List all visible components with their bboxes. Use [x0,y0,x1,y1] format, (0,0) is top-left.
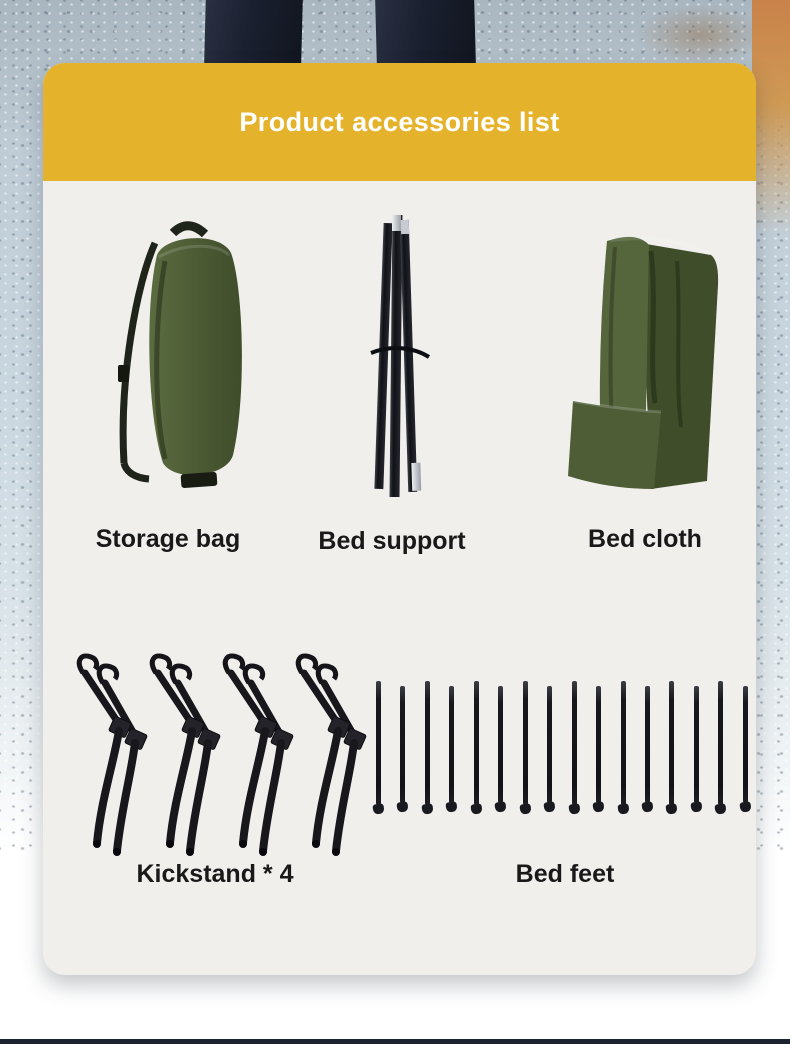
bed-feet-illustration [376,681,748,815]
bed-cloth-illustration [555,225,740,507]
bed-foot-pole [498,686,503,803]
bed-foot-pole [376,681,381,805]
bed-foot-pole [621,681,626,805]
bed-foot-pole [425,681,430,805]
kickstand-group [79,656,366,856]
pole-silver-tip-top-2 [401,220,409,234]
bed-foot-pole [743,686,748,803]
kickstand-label: Kickstand * 4 [136,860,294,888]
cloth-strap-1 [651,251,655,403]
strap-tail [124,463,149,479]
pole-2 [390,215,403,497]
bed-foot-pole [694,686,699,803]
bed-support-poles-illustration [351,211,451,503]
storage-bag-label: Storage bag [95,525,241,553]
kickstand-unit [298,656,366,856]
bottom-edge-bar [0,1039,790,1044]
sunlit-sand-edge [752,0,790,235]
pole-1 [374,223,392,489]
kickstand-unit [225,656,293,856]
bed-foot-pole [400,686,405,803]
bed-foot-pole [645,686,650,803]
accessories-card [43,63,756,975]
cloth-front-flap [568,401,661,489]
person-left-leg [204,0,303,71]
bed-foot-pole [547,686,552,803]
pole-silver-tip-bottom [411,463,421,491]
pole-3 [400,220,418,492]
kickstand-unit [79,656,147,856]
person-right-leg [375,0,476,71]
kickstand-unit [152,656,220,856]
page-title: Product accessories list [239,106,560,137]
kickstand-illustration [61,651,373,857]
sunlit-sand-patch [636,4,766,66]
bed-foot-pole [449,686,454,803]
pole-silver-tip-top-1 [392,215,401,231]
storage-bag-illustration [93,213,255,505]
bed-foot-pole [718,681,723,805]
carry-handle [173,226,205,234]
bed-foot-pole [596,686,601,803]
bed-support-label: Bed support [318,527,466,555]
bed-feet-label: Bed feet [515,860,615,888]
bed-foot-pole [669,681,674,805]
bed-foot-pole [474,681,479,805]
title-banner [43,63,756,181]
bed-foot-pole [523,681,528,805]
bed-foot-pole [572,681,577,805]
strap-buckle [118,365,129,382]
bottom-strap-tab [181,472,218,488]
bed-cloth-label: Bed cloth [588,525,702,553]
